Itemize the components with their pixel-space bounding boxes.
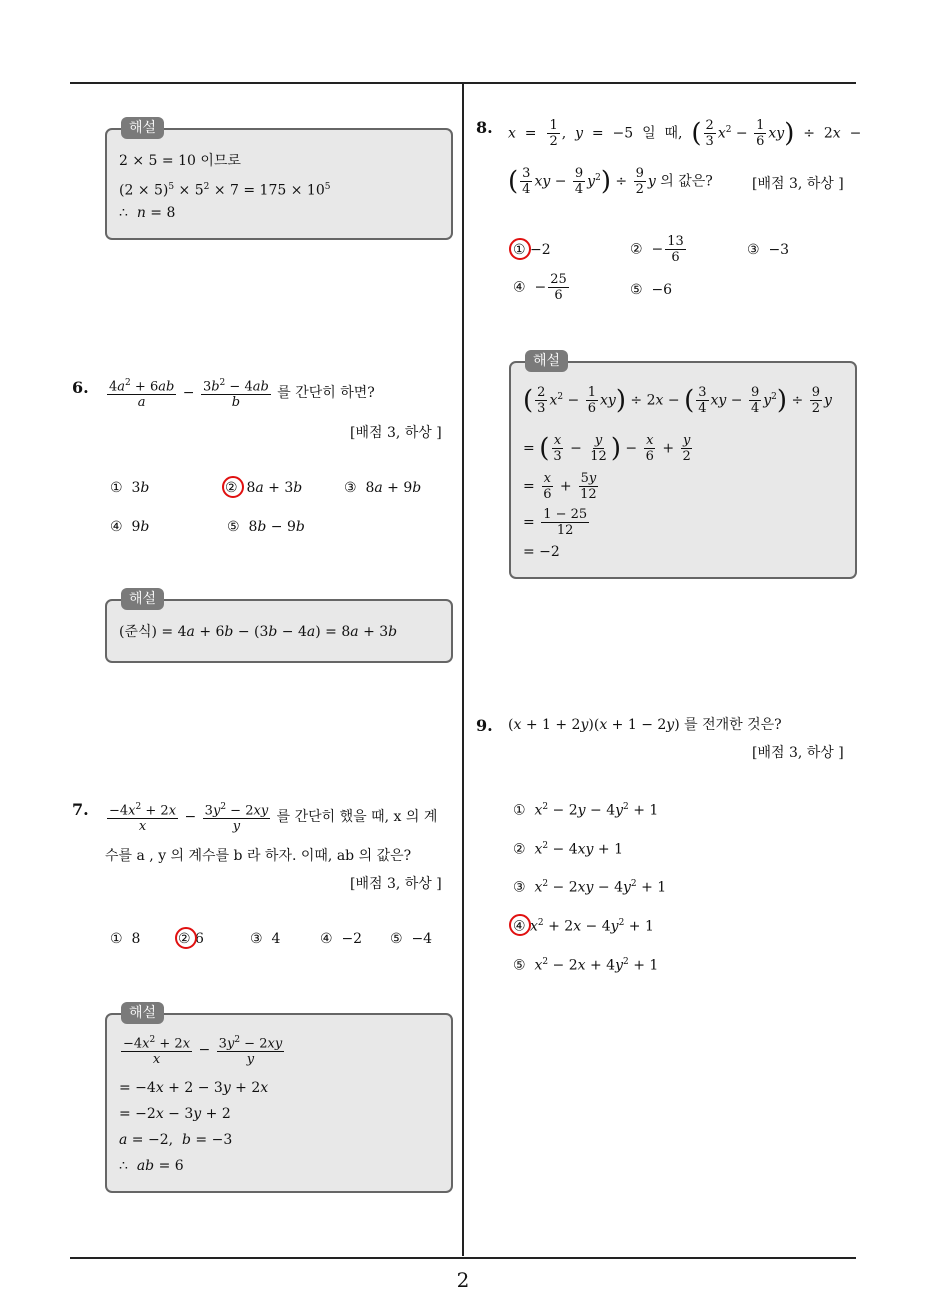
q6-prompt: 를 간단히 하면? <box>277 385 375 402</box>
q6-number: 6. <box>72 378 89 397</box>
q8-answer-mark <box>509 238 531 260</box>
q6-answer-mark <box>222 476 244 498</box>
q8-solution-box <box>509 353 857 579</box>
q8-solution-line-1: ( $\frac{2}{3}$ $x^2$ − $\frac{1}{6}$ xy) ÷ 2x − ( $\frac{3}{4}$ xy − $\frac{9}{4}$ $y^2$) ÷ $\frac{9}{2}$ y <box>523 385 832 416</box>
q8-option-3[interactable]: ③ −3 <box>747 242 790 258</box>
q7-answer-mark <box>175 927 197 949</box>
solution-tag: 해설 <box>121 1002 164 1024</box>
q9-option-1[interactable]: ① $x^2 - 2y - 4y^2 + 1$ <box>513 802 659 819</box>
q8-solution-line-4: = $\frac{1 - 25}{12}$ <box>523 507 588 538</box>
page-number: 2 <box>456 1268 470 1292</box>
q6-option-3[interactable]: ③ 8a + 9b <box>344 480 422 496</box>
q6-solution-box <box>105 591 453 663</box>
q6-solution-line: (준식) = 4a + 6b − (3b − 4a) = 8a + 3b <box>119 624 398 640</box>
q9-prompt: (x + 1 + 2y)(x + 1 − 2y) 를 전개한 것은? <box>508 717 782 733</box>
solution-tag: 해설 <box>525 350 568 372</box>
q8-prompt: 의 값은? <box>660 173 713 190</box>
q8-solution-line-2: = ( $\frac{x}{3}$ − $\frac{y}{12}$ ) − $\frac{x}{6}$ + $\frac{y}{2}$ <box>523 433 691 464</box>
q7-solution-line-1: $\frac{-4x^2 + 2x}{x}$ − $\frac{3y^2 - 2xy}{y}$ <box>123 1035 283 1068</box>
q9-number: 9. <box>476 716 493 735</box>
q7-option-1[interactable]: ① 8 <box>110 931 141 947</box>
q7-meta: [배점 3, 하상 ] <box>350 876 442 892</box>
column-divider <box>462 84 464 1256</box>
q6-option-1[interactable]: ① 3b <box>110 480 150 496</box>
q7-number: 7. <box>72 800 89 819</box>
q5-solution-line-3: ∴ n = 8 <box>119 205 176 221</box>
q9-option-2[interactable]: ② $x^2 - 4xy + 1$ <box>513 841 623 858</box>
q7-option-5[interactable]: ⑤ −4 <box>390 931 433 947</box>
q8-solution-line-5: = −2 <box>523 544 560 560</box>
q7-solution-line-4: a = −2, b = −3 <box>119 1132 233 1148</box>
q6-option-2[interactable]: ② 8a + 3b <box>225 480 303 496</box>
solution-tag: 해설 <box>121 588 164 610</box>
q7-prompt-line-1: 를 간단히 했을 때, x 의 계 <box>276 809 438 826</box>
q9-answer-mark <box>509 914 531 936</box>
q7-option-4[interactable]: ④ −2 <box>320 931 363 947</box>
q7-option-3[interactable]: ③ 4 <box>250 931 281 947</box>
q9-option-4[interactable]: ④ $x^2 + 2x - 4y^2 + 1$ <box>513 918 654 935</box>
q7-expression: $\frac{-4x^2 + 2x}{x}$ − $\frac{3y^2 - 2xy}{y}$ 를 간단히 했을 때, x 의 계 <box>109 802 438 835</box>
q5-solution-line-1: 2 × 5 = 10 이므로 <box>119 153 241 169</box>
q7-option-2[interactable]: ② 6 <box>178 931 204 947</box>
solution-tag: 해설 <box>121 117 164 139</box>
q8-meta: [배점 3, 하상 ] <box>752 176 844 192</box>
q8-solution-line-3: = $\frac{x}{6}$ + $\frac{5y}{12}$ <box>523 471 597 502</box>
q6-option-4[interactable]: ④ 9b <box>110 519 150 535</box>
q6-option-5[interactable]: ⑤ 8b − 9b <box>227 519 305 535</box>
q8-option-1[interactable]: ① −2 <box>513 242 551 258</box>
q5-solution-line-2: $(2 \times 5)^5 \times 5^2 \times 7 = 175 \times 10^5$ <box>119 182 331 199</box>
q8-option-2[interactable]: ② − $\frac{13}{6}$ <box>630 234 684 265</box>
q9-option-3[interactable]: ③ $x^2 - 2xy - 4y^2 + 1$ <box>513 879 667 896</box>
q8-line-2: ( $\frac{3}{4}$ xy − $\frac{9}{4}$ $y^2$) ÷ $\frac{9}{2}$ y 의 값은? <box>508 166 713 197</box>
q7-solution-line-3: = −2x − 3y + 2 <box>119 1106 231 1122</box>
q7-prompt-line-2: 수를 a , y 의 계수를 b 라 하자. 이때, ab 의 값은? <box>105 848 412 864</box>
bottom-rule <box>70 1257 856 1259</box>
q6-meta: [배점 3, 하상 ] <box>350 425 442 441</box>
q8-option-5[interactable]: ⑤ −6 <box>630 282 673 298</box>
q7-solution-box <box>105 1005 453 1193</box>
q5-solution-box <box>105 120 453 240</box>
q7-solution-line-5: ∴ ab = 6 <box>119 1158 184 1174</box>
q8-number: 8. <box>476 118 493 137</box>
q9-option-5[interactable]: ⑤ $x^2 - 2x + 4y^2 + 1$ <box>513 957 659 974</box>
q7-solution-line-2: = −4x + 2 − 3y + 2x <box>119 1080 269 1096</box>
q8-option-4[interactable]: ④ − $\frac{25}{6}$ <box>513 272 567 303</box>
q9-meta: [배점 3, 하상 ] <box>752 745 844 761</box>
q8-line-1: x = $\frac{1}{2}$ , y = −5 일 때, ( $\frac{2}{3}$ $x^2$ − $\frac{1}{6}$ xy) ÷ 2x − <box>508 118 862 149</box>
q6-expression: $\frac{4a^2 + 6ab}{a}$ − $\frac{3b^2 - 4ab}{b}$ 를 간단히 하면? <box>109 378 375 411</box>
